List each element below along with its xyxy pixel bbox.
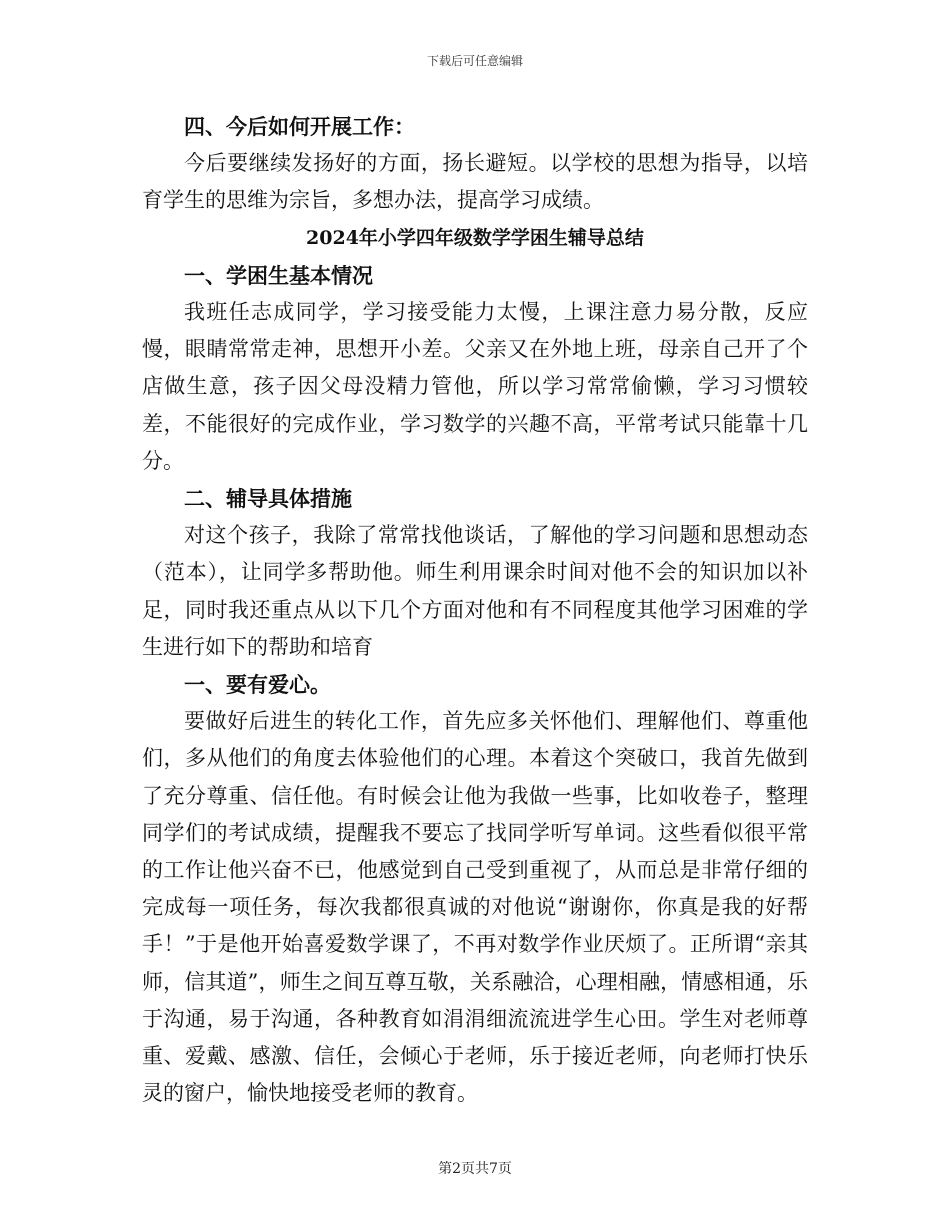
section1-paragraph: 我班任志成同学，学习接受能力太慢，上课注意力易分散，反应慢，眼睛常常走神，思想开小差。父亲又在外地上班，母亲自己开了个店做生意，孩子因父母没精力管他，所以学习常常偷懒，学习习惯较差，不能很好的完成作业，学习数学的兴趣不高，平常考试只能靠十几分。 xyxy=(142,300,808,473)
document-title: 2024年小学四年级数学学困生辅导总结 xyxy=(306,226,644,249)
subsection1-paragraph: 要做好后进生的转化工作，首先应多关怀他们、理解他们、尊重他们，多从他们的角度去体验他们的心理。本着这个突破口，我首先做到了充分尊重、信任他。有时候会让他为我做一些事，比如收卷子，整理同学们的考试成绩，提醒我不要忘了找同学听写单词。这些看似很平常的工作让他兴奋不已，他感觉到自己受到重视了，从而总是非常仔细的完成每一项任务，每次我都很真诚的对他说“谢谢你，你真是我的好帮手！”于是他开始喜爱数学课了，不再对数学作业厌烦了。正所谓“亲其师，信其道”，师生之间互尊互敬，关系融洽，心理相融，情感相通，乐于沟通，易于沟通，各种教育如涓涓细流流进学生心田。学生对老师尊重、爱戴、感激、信任，会倾心于老师，乐于接近老师，向老师打快乐灵的窗户，愉快地接受老师的教育。 xyxy=(142,709,808,1106)
subsection1-heading: 一、要有爱心。 xyxy=(184,672,331,698)
section1-heading: 一、学困生基本情况 xyxy=(184,262,373,288)
section2-paragraph: 对这个孩子，我除了常常找他谈话，了解他的学习问题和思想动态（范本），让同学多帮助他。师生利用课余时间对他不会的知识加以补足，同时我还重点从以下几个方面对他和有不同程度其他学习困难的学生进行如下的帮助和培育 xyxy=(142,523,808,659)
document-body xyxy=(142,108,808,1112)
section4-heading: 四、今后如何开展工作： xyxy=(184,114,415,139)
page-header: 下载后可任意编辑 xyxy=(426,54,523,68)
section2-heading: 二、辅导具体措施 xyxy=(184,486,352,512)
section4-paragraph: 今后要继续发扬好的方面，扬长避短。以学校的思想为指导，以培育学生的思维为宗旨，多想办法，提高学习成绩。 xyxy=(142,151,808,213)
page-footer: 第2页共7页 xyxy=(438,1161,512,1177)
